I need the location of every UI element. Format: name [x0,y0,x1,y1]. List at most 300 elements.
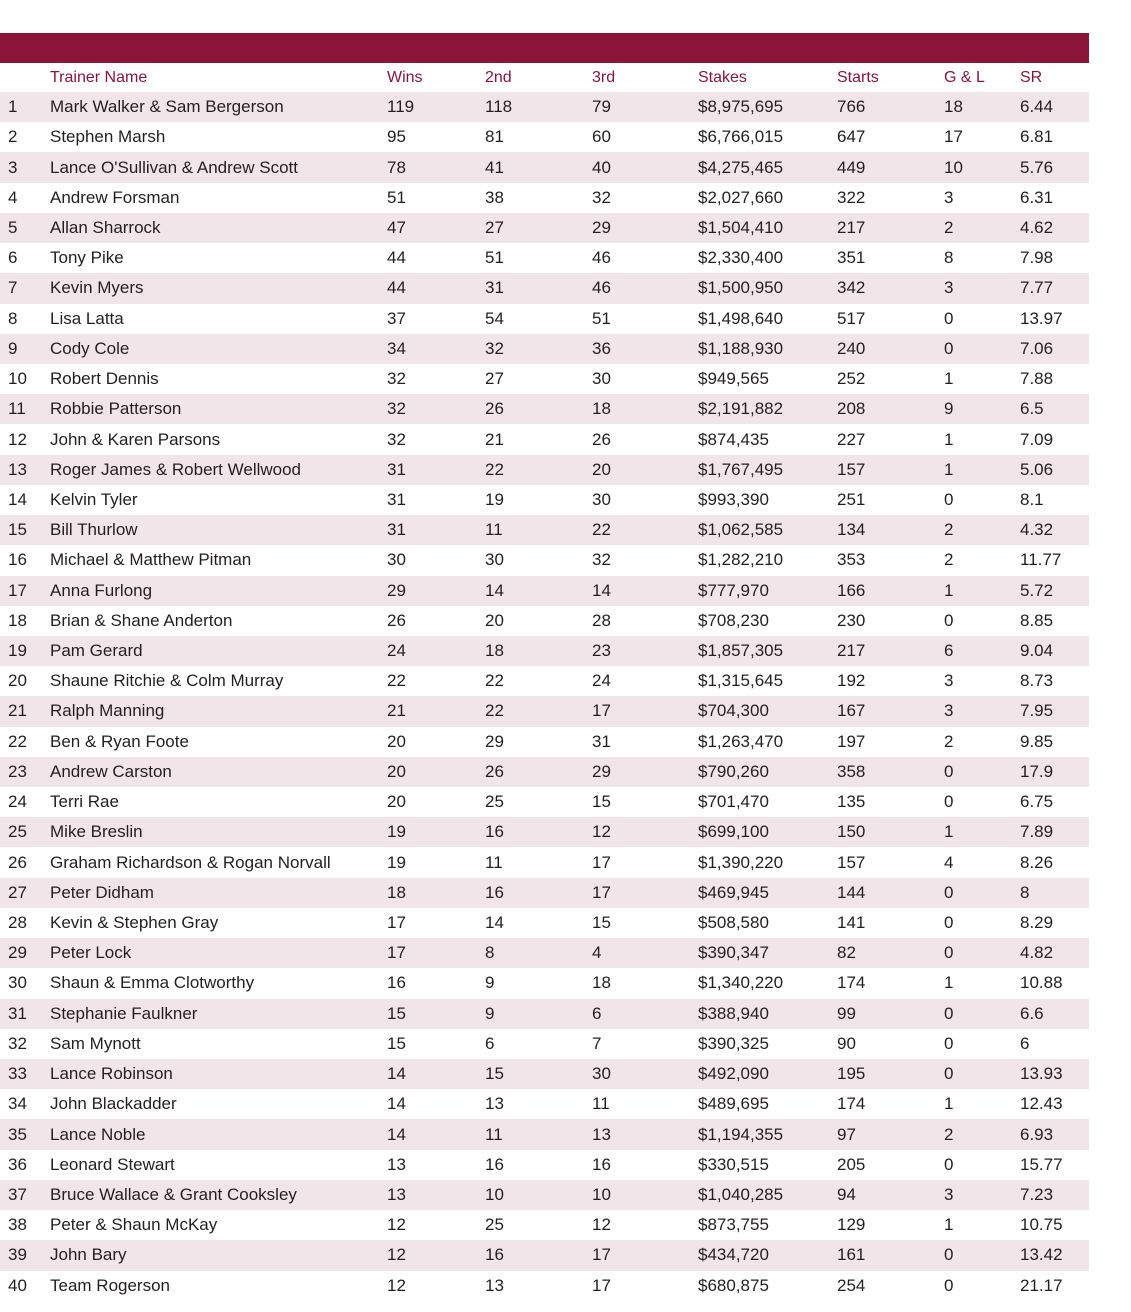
cell-2nd: 30 [485,550,504,570]
table-row [0,304,1089,334]
cell-2nd: 27 [485,217,504,237]
cell-3rd: 30 [592,369,611,389]
cell-rank: 32 [8,1033,27,1053]
cell-starts: 174 [837,1094,866,1114]
cell-rank: 36 [8,1154,27,1174]
cell-2nd: 29 [485,731,504,751]
cell-rank: 29 [8,943,27,963]
cell-starts: 82 [837,943,856,963]
cell-2nd: 11 [485,520,503,540]
cell-starts: 254 [837,1275,866,1295]
cell-stakes: $4,275,465 [698,157,784,177]
cell-2nd: 14 [485,913,504,933]
cell-g-and-l: 1 [944,429,954,449]
cell-3rd: 11 [592,1094,610,1114]
cell-g-and-l: 3 [944,701,954,721]
cell-2nd: 16 [485,1154,504,1174]
table-body [0,92,1089,1301]
header-g-and-l: G & L [944,68,985,86]
cell-starts: 129 [837,1215,866,1235]
cell-rank: 33 [8,1064,27,1084]
cell-stakes: $1,263,470 [698,731,784,751]
cell-wins: 32 [387,369,406,389]
cell-starts: 94 [837,1184,856,1204]
cell-wins: 29 [387,580,406,600]
cell-rank: 3 [8,157,18,177]
cell-starts: 251 [837,489,866,509]
table-row [0,1059,1089,1089]
cell-stakes: $330,515 [698,1154,769,1174]
cell-2nd: 9 [485,1003,495,1023]
header-stakes: Stakes [698,68,747,86]
table-row [0,1150,1089,1180]
cell-wins: 18 [387,882,406,902]
cell-trainer-name: Peter Lock [50,943,132,963]
cell-wins: 16 [387,973,406,993]
table-row [0,1119,1089,1149]
cell-3rd: 31 [592,731,611,751]
cell-trainer-name: Andrew Forsman [50,187,180,207]
cell-sr: 4.82 [1020,943,1054,963]
table-row [0,273,1089,303]
cell-g-and-l: 3 [944,1184,954,1204]
cell-rank: 31 [8,1003,27,1023]
table-row [0,122,1089,152]
cell-3rd: 12 [592,822,611,842]
cell-wins: 20 [387,731,406,751]
cell-3rd: 17 [592,852,611,872]
table-row [0,727,1089,757]
cell-g-and-l: 1 [944,369,954,389]
cell-stakes: $874,435 [698,429,769,449]
cell-g-and-l: 0 [944,882,954,902]
cell-wins: 31 [387,520,406,540]
cell-2nd: 26 [485,761,504,781]
cell-3rd: 7 [592,1033,602,1053]
cell-3rd: 6 [592,1003,602,1023]
cell-2nd: 38 [485,187,504,207]
cell-rank: 28 [8,913,27,933]
cell-2nd: 118 [485,97,513,117]
cell-trainer-name: John Blackadder [50,1094,177,1114]
table-row [0,696,1089,726]
cell-stakes: $2,191,882 [698,399,784,419]
cell-trainer-name: Bill Thurlow [50,520,138,540]
trainer-table [0,63,1089,1301]
cell-sr: 8.1 [1020,489,1044,509]
cell-sr: 8 [1020,882,1030,902]
cell-2nd: 31 [485,278,504,298]
cell-2nd: 16 [485,882,504,902]
cell-trainer-name: Lance Noble [50,1124,146,1144]
cell-stakes: $790,260 [698,761,769,781]
cell-sr: 9.85 [1020,731,1054,751]
cell-g-and-l: 2 [944,1124,954,1144]
cell-3rd: 79 [592,97,611,117]
cell-starts: 197 [837,731,866,751]
cell-stakes: $492,090 [698,1064,769,1084]
cell-trainer-name: Kelvin Tyler [50,489,138,509]
cell-3rd: 17 [592,1275,611,1295]
cell-3rd: 17 [592,701,611,721]
cell-2nd: 9 [485,973,495,993]
cell-3rd: 46 [592,278,611,298]
cell-rank: 34 [8,1094,27,1114]
cell-sr: 4.62 [1020,217,1054,237]
cell-sr: 13.42 [1020,1245,1063,1265]
cell-trainer-name: Mike Breslin [50,822,143,842]
cell-3rd: 40 [592,157,611,177]
cell-2nd: 8 [485,943,495,963]
cell-g-and-l: 1 [944,1094,954,1114]
cell-3rd: 24 [592,671,611,691]
cell-sr: 7.06 [1020,338,1054,358]
cell-stakes: $993,390 [698,489,769,509]
table-row [0,364,1089,394]
cell-2nd: 25 [485,1215,504,1235]
cell-stakes: $2,330,400 [698,248,784,268]
table-row [0,1271,1089,1301]
table-row [0,1029,1089,1059]
cell-3rd: 28 [592,610,611,630]
cell-stakes: $680,875 [698,1275,769,1295]
cell-sr: 6.93 [1020,1124,1054,1144]
table-row [0,92,1089,122]
cell-g-and-l: 0 [944,1275,954,1295]
cell-rank: 37 [8,1184,27,1204]
cell-starts: 150 [837,822,866,842]
cell-wins: 22 [387,671,406,691]
table-row [0,1180,1089,1210]
cell-starts: 161 [837,1245,866,1265]
table-row [0,394,1089,424]
cell-starts: 240 [837,338,866,358]
cell-3rd: 32 [592,187,611,207]
cell-wins: 47 [387,217,406,237]
cell-sr: 8.29 [1020,913,1054,933]
cell-sr: 5.72 [1020,580,1054,600]
cell-sr: 15.77 [1020,1154,1063,1174]
cell-wins: 119 [387,97,415,117]
cell-trainer-name: Anna Furlong [50,580,153,600]
cell-2nd: 26 [485,399,504,419]
cell-rank: 27 [8,882,27,902]
cell-g-and-l: 18 [944,97,963,117]
cell-trainer-name: Stephen Marsh [50,127,166,147]
cell-sr: 6.75 [1020,792,1054,812]
cell-wins: 19 [387,852,406,872]
cell-trainer-name: Bruce Wallace & Grant Cooksley [50,1184,297,1204]
cell-rank: 25 [8,822,27,842]
cell-rank: 23 [8,761,27,781]
cell-wins: 19 [387,822,406,842]
table-row [0,183,1089,213]
table-row [0,968,1089,998]
cell-2nd: 13 [485,1275,504,1295]
table-row [0,666,1089,696]
cell-2nd: 6 [485,1033,495,1053]
cell-stakes: $6,766,015 [698,127,784,147]
table-row [0,576,1089,606]
cell-2nd: 22 [485,671,504,691]
cell-sr: 7.89 [1020,822,1054,842]
table-row [0,243,1089,273]
cell-sr: 5.06 [1020,459,1054,479]
cell-2nd: 16 [485,822,504,842]
cell-3rd: 17 [592,1245,611,1265]
cell-3rd: 14 [592,580,611,600]
table-header [0,63,1089,92]
cell-2nd: 14 [485,580,504,600]
cell-wins: 34 [387,338,406,358]
cell-3rd: 10 [592,1184,611,1204]
header-3rd: 3rd [592,68,616,86]
cell-g-and-l: 0 [944,943,954,963]
cell-g-and-l: 0 [944,761,954,781]
cell-3rd: 32 [592,550,611,570]
cell-starts: 217 [837,641,866,661]
cell-sr: 17.9 [1020,761,1054,781]
cell-rank: 6 [8,248,18,268]
cell-2nd: 54 [485,308,504,328]
table-row [0,213,1089,243]
cell-rank: 22 [8,731,27,751]
cell-rank: 9 [8,338,18,358]
cell-2nd: 22 [485,459,504,479]
cell-wins: 17 [387,913,406,933]
table-row [0,1240,1089,1270]
cell-sr: 6.5 [1020,399,1044,419]
cell-trainer-name: Ben & Ryan Foote [50,731,189,751]
cell-stakes: $469,945 [698,882,769,902]
cell-2nd: 20 [485,610,504,630]
cell-wins: 78 [387,157,406,177]
cell-trainer-name: John & Karen Parsons [50,429,221,449]
cell-trainer-name: Mark Walker & Sam Bergerson [50,97,284,117]
cell-rank: 18 [8,610,27,630]
cell-stakes: $508,580 [698,913,769,933]
cell-2nd: 32 [485,338,504,358]
cell-stakes: $699,100 [698,822,769,842]
cell-stakes: $1,498,640 [698,308,784,328]
cell-3rd: 46 [592,248,611,268]
cell-g-and-l: 2 [944,217,954,237]
cell-stakes: $390,325 [698,1033,769,1053]
cell-sr: 10.75 [1020,1215,1063,1235]
cell-trainer-name: Lance Robinson [50,1064,173,1084]
cell-g-and-l: 3 [944,187,954,207]
cell-stakes: $8,975,695 [698,97,784,117]
cell-2nd: 51 [485,248,504,268]
cell-wins: 12 [387,1215,406,1235]
cell-g-and-l: 3 [944,671,954,691]
cell-wins: 30 [387,550,406,570]
table-row [0,817,1089,847]
cell-stakes: $949,565 [698,369,769,389]
table-row [0,424,1089,454]
cell-g-and-l: 0 [944,913,954,933]
table-row [0,938,1089,968]
header-starts: Starts [837,68,879,86]
cell-sr: 6.81 [1020,127,1054,147]
cell-stakes: $390,347 [698,943,769,963]
cell-starts: 205 [837,1154,866,1174]
cell-2nd: 19 [485,489,504,509]
cell-starts: 230 [837,610,866,630]
header-trainer-name: Trainer Name [50,68,148,86]
cell-wins: 17 [387,943,406,963]
cell-sr: 12.43 [1020,1094,1063,1114]
cell-wins: 14 [387,1064,406,1084]
table-row [0,908,1089,938]
cell-stakes: $1,500,950 [698,278,784,298]
cell-rank: 16 [8,550,27,570]
cell-rank: 8 [8,308,18,328]
cell-3rd: 51 [592,308,611,328]
cell-sr: 5.76 [1020,157,1054,177]
cell-trainer-name: Sam Mynott [50,1033,141,1053]
cell-trainer-name: Cody Cole [50,338,130,358]
cell-wins: 32 [387,429,406,449]
cell-g-and-l: 3 [944,278,954,298]
cell-starts: 517 [837,308,866,328]
cell-stakes: $1,062,585 [698,520,784,540]
cell-starts: 322 [837,187,866,207]
cell-stakes: $1,390,220 [698,852,784,872]
cell-trainer-name: Ralph Manning [50,701,165,721]
cell-starts: 227 [837,429,866,449]
cell-stakes: $1,340,220 [698,973,784,993]
cell-sr: 13.93 [1020,1064,1063,1084]
cell-stakes: $1,282,210 [698,550,784,570]
title-banner [0,33,1089,63]
cell-g-and-l: 0 [944,610,954,630]
cell-stakes: $1,194,355 [698,1124,784,1144]
cell-g-and-l: 0 [944,308,954,328]
cell-rank: 12 [8,429,27,449]
cell-g-and-l: 0 [944,1033,954,1053]
cell-stakes: $388,940 [698,1003,769,1023]
cell-rank: 17 [8,580,27,600]
cell-3rd: 18 [592,973,611,993]
cell-rank: 1 [8,97,18,117]
cell-starts: 135 [837,792,866,812]
cell-stakes: $701,470 [698,792,769,812]
cell-stakes: $1,504,410 [698,217,784,237]
cell-rank: 24 [8,792,27,812]
cell-wins: 14 [387,1124,406,1144]
cell-stakes: $708,230 [698,610,769,630]
cell-2nd: 18 [485,641,504,661]
cell-trainer-name: Shaun & Emma Clotworthy [50,973,255,993]
cell-3rd: 30 [592,1064,611,1084]
cell-3rd: 13 [592,1124,611,1144]
cell-sr: 7.95 [1020,701,1054,721]
cell-rank: 19 [8,641,27,661]
cell-wins: 51 [387,187,406,207]
cell-stakes: $489,695 [698,1094,769,1114]
cell-rank: 2 [8,127,18,147]
cell-trainer-name: Stephanie Faulkner [50,1003,198,1023]
cell-stakes: $704,300 [698,701,769,721]
cell-trainer-name: Allan Sharrock [50,217,161,237]
cell-rank: 39 [8,1245,27,1265]
cell-stakes: $1,857,305 [698,641,784,661]
cell-sr: 6.44 [1020,97,1054,117]
table-row [0,515,1089,545]
cell-g-and-l: 1 [944,822,954,842]
cell-sr: 7.23 [1020,1184,1054,1204]
cell-sr: 9.04 [1020,641,1054,661]
table-row [0,878,1089,908]
cell-2nd: 11 [485,1124,503,1144]
table-row [0,1089,1089,1119]
cell-wins: 12 [387,1275,406,1295]
cell-3rd: 15 [592,792,611,812]
cell-g-and-l: 0 [944,338,954,358]
cell-2nd: 22 [485,701,504,721]
cell-g-and-l: 0 [944,489,954,509]
cell-trainer-name: Terri Rae [50,792,119,812]
cell-2nd: 41 [485,157,504,177]
cell-starts: 351 [837,248,866,268]
cell-3rd: 12 [592,1215,611,1235]
cell-sr: 6 [1020,1033,1030,1053]
cell-sr: 13.97 [1020,308,1063,328]
cell-wins: 44 [387,248,406,268]
cell-wins: 31 [387,459,406,479]
cell-stakes: $777,970 [698,580,769,600]
cell-starts: 141 [837,913,866,933]
cell-starts: 766 [837,97,866,117]
cell-wins: 15 [387,1033,406,1053]
cell-3rd: 26 [592,429,611,449]
cell-wins: 95 [387,127,406,147]
table-row [0,847,1089,877]
cell-3rd: 4 [592,943,602,963]
table-row [0,636,1089,666]
cell-wins: 26 [387,610,406,630]
cell-rank: 40 [8,1275,27,1295]
cell-rank: 38 [8,1215,27,1235]
cell-wins: 20 [387,792,406,812]
cell-wins: 13 [387,1184,406,1204]
cell-sr: 7.88 [1020,369,1054,389]
cell-3rd: 60 [592,127,611,147]
table-row [0,455,1089,485]
table-row [0,787,1089,817]
cell-stakes: $1,767,495 [698,459,784,479]
cell-starts: 166 [837,580,866,600]
cell-trainer-name: Kevin & Stephen Gray [50,913,219,933]
cell-sr: 4.32 [1020,520,1054,540]
cell-rank: 30 [8,973,27,993]
cell-2nd: 27 [485,369,504,389]
cell-starts: 449 [837,157,866,177]
cell-rank: 20 [8,671,27,691]
cell-starts: 195 [837,1064,866,1084]
cell-trainer-name: Tony Pike [50,248,124,268]
cell-wins: 21 [387,701,406,721]
cell-rank: 11 [8,399,26,419]
cell-trainer-name: Peter Didham [50,882,154,902]
cell-wins: 15 [387,1003,406,1023]
cell-wins: 13 [387,1154,406,1174]
cell-3rd: 16 [592,1154,611,1174]
cell-wins: 37 [387,308,406,328]
cell-stakes: $1,040,285 [698,1184,784,1204]
cell-g-and-l: 9 [944,399,954,419]
